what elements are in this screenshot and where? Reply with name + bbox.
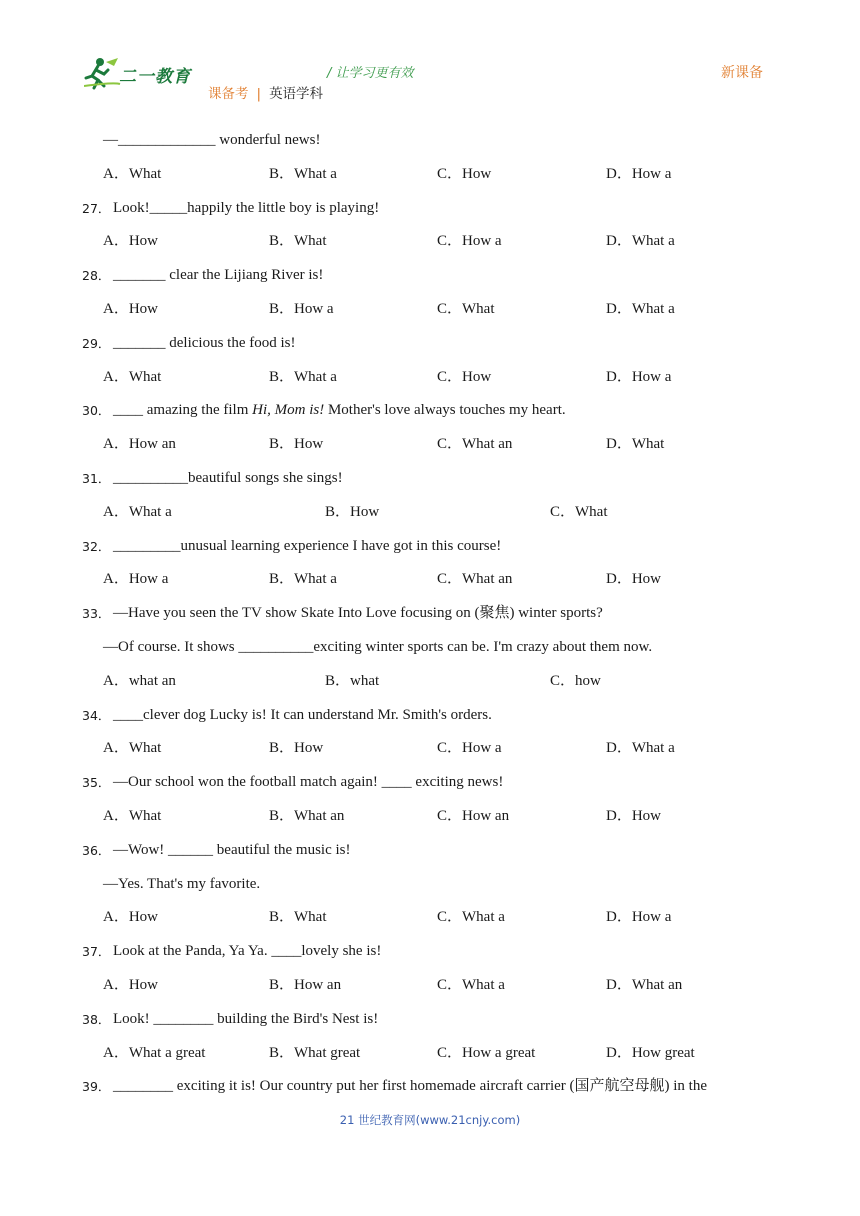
question-stem: ________ exciting it is! Our country put her first homemade aircraft carrier (国产航空母舰) in the bbox=[113, 1078, 707, 1095]
answer-option: D．What an bbox=[606, 977, 683, 993]
answer-option: C．how bbox=[550, 672, 601, 689]
answer-option: C．What an bbox=[437, 571, 513, 588]
answer-option: D．How great bbox=[606, 1044, 695, 1061]
answer-option: B．what bbox=[325, 672, 380, 689]
question-stem bbox=[113, 400, 566, 420]
answer-option: A．What bbox=[103, 165, 162, 182]
question-stem: _______ clear the Lijiang River is! bbox=[113, 267, 324, 284]
answer-option: C．How an bbox=[437, 808, 510, 824]
question-number: 27． bbox=[82, 200, 111, 216]
question-stem: _______ delicious the food is! bbox=[113, 334, 296, 351]
answer-option: C．What bbox=[437, 301, 495, 317]
answer-option: B．What a bbox=[269, 368, 337, 385]
answer-option: A．what an bbox=[103, 672, 176, 689]
answer-option: C．What a bbox=[437, 977, 505, 993]
question-number: 34． bbox=[82, 707, 111, 723]
question-stem: —Our school won the football match again! ____ exciting news! bbox=[113, 774, 504, 791]
answer-option: D．How a bbox=[606, 165, 672, 182]
answer-option: A．How bbox=[103, 977, 158, 993]
answer-option: A．What bbox=[103, 740, 162, 757]
answer-option: C．What an bbox=[437, 436, 513, 453]
answer-option: A．How an bbox=[103, 436, 176, 453]
answer-option: A．What a great bbox=[103, 1044, 206, 1061]
answer-option: A．What bbox=[103, 368, 162, 385]
answer-option: B．What a bbox=[269, 165, 337, 182]
question-stem: ____clever dog Lucky is! It can understand Mr. Smith's orders. bbox=[113, 706, 492, 723]
answer-option: B．What bbox=[269, 233, 327, 250]
answer-option: B．How bbox=[269, 740, 324, 757]
answer-option: C．How a bbox=[437, 740, 502, 757]
question-number: 33． bbox=[82, 606, 111, 622]
answer-option: A．What a bbox=[103, 503, 172, 520]
header-slogan: / 让学习更有效 bbox=[327, 66, 414, 81]
answer-option: D．How a bbox=[606, 909, 672, 926]
page-header bbox=[0, 0, 860, 110]
question-number: 36． bbox=[82, 842, 111, 858]
answer-option: D．How bbox=[606, 808, 661, 824]
question-stem-continued: —Yes. That's my favorite. bbox=[103, 875, 261, 892]
tagline-left: 课备考 bbox=[208, 86, 249, 102]
question-stem-continued: —Of course. It shows __________exciting winter sports can be. I'm crazy about them now. bbox=[103, 639, 653, 655]
answer-option: D．How bbox=[606, 571, 661, 588]
answer-option: B．What a bbox=[269, 571, 337, 588]
question-number: 28． bbox=[82, 268, 111, 284]
logo-text: 二一教育 bbox=[119, 67, 191, 87]
answer-option: A．How a bbox=[103, 571, 169, 588]
answer-option: C．What a bbox=[437, 909, 505, 926]
answer-option: D．What a bbox=[606, 740, 675, 757]
question-stem: Look at the Panda, Ya Ya. ____lovely she is! bbox=[113, 943, 382, 960]
answer-option: C．How a great bbox=[437, 1044, 536, 1061]
page-footer: 21 世纪教育网(www.21cnjy.com) bbox=[339, 1113, 521, 1127]
header-tagline bbox=[208, 82, 323, 102]
question-stem-continued: —_____________ wonderful news! bbox=[103, 132, 321, 148]
answer-option: D．How a bbox=[606, 368, 672, 385]
question-number: 38． bbox=[82, 1011, 111, 1027]
stem-text: ____ amazing the film bbox=[113, 402, 253, 419]
answer-option: C．How a bbox=[437, 233, 502, 250]
question-stem: Look! ________ building the Bird's Nest is! bbox=[113, 1010, 379, 1027]
question-stem: __________beautiful songs she sings! bbox=[113, 470, 343, 486]
answer-option: B．What great bbox=[269, 1044, 361, 1061]
question-number: 35． bbox=[82, 775, 111, 791]
question-stem: _________unusual learning experience I have got in this course! bbox=[113, 537, 502, 554]
answer-option: B．What bbox=[269, 909, 327, 926]
answer-option: B．How a bbox=[269, 301, 334, 317]
answer-option: A．How bbox=[103, 233, 158, 250]
question-number: 30． bbox=[82, 403, 111, 419]
question-number: 39． bbox=[82, 1079, 111, 1095]
tagline-separator: | bbox=[256, 86, 262, 102]
question-stem: —Have you seen the TV show Skate Into Love focusing on (聚焦) winter sports? bbox=[113, 605, 603, 622]
answer-option: C．What bbox=[550, 503, 608, 520]
answer-option: C．How bbox=[437, 165, 492, 182]
answer-option: A．How bbox=[103, 909, 158, 926]
question-stem: Look!_____happily the little boy is playing! bbox=[113, 199, 380, 216]
answer-option: C．How bbox=[437, 368, 492, 385]
answer-option: D．What bbox=[606, 436, 665, 453]
question-number: 29． bbox=[82, 335, 111, 351]
answer-option: B．How an bbox=[269, 977, 342, 993]
question-number: 32． bbox=[82, 538, 111, 554]
answer-option: A．How bbox=[103, 301, 158, 317]
film-title: Hi, Mom is! bbox=[252, 402, 325, 419]
header-brand-right: 新课备 bbox=[721, 65, 763, 81]
answer-option: B．How bbox=[269, 436, 324, 453]
answer-option: D．What a bbox=[606, 233, 675, 250]
question-number: 31． bbox=[82, 471, 111, 486]
tagline-subject: 英语学科 bbox=[269, 86, 324, 102]
answer-option: B．How bbox=[325, 503, 380, 520]
answer-option: B．What an bbox=[269, 808, 345, 824]
answer-option: D．What a bbox=[606, 301, 675, 317]
stem-text: Mother's love always touches my heart. bbox=[324, 402, 566, 419]
answer-option: A．What bbox=[103, 808, 162, 824]
question-number: 37． bbox=[82, 944, 111, 960]
question-stem: —Wow! ______ beautiful the music is! bbox=[113, 841, 351, 858]
